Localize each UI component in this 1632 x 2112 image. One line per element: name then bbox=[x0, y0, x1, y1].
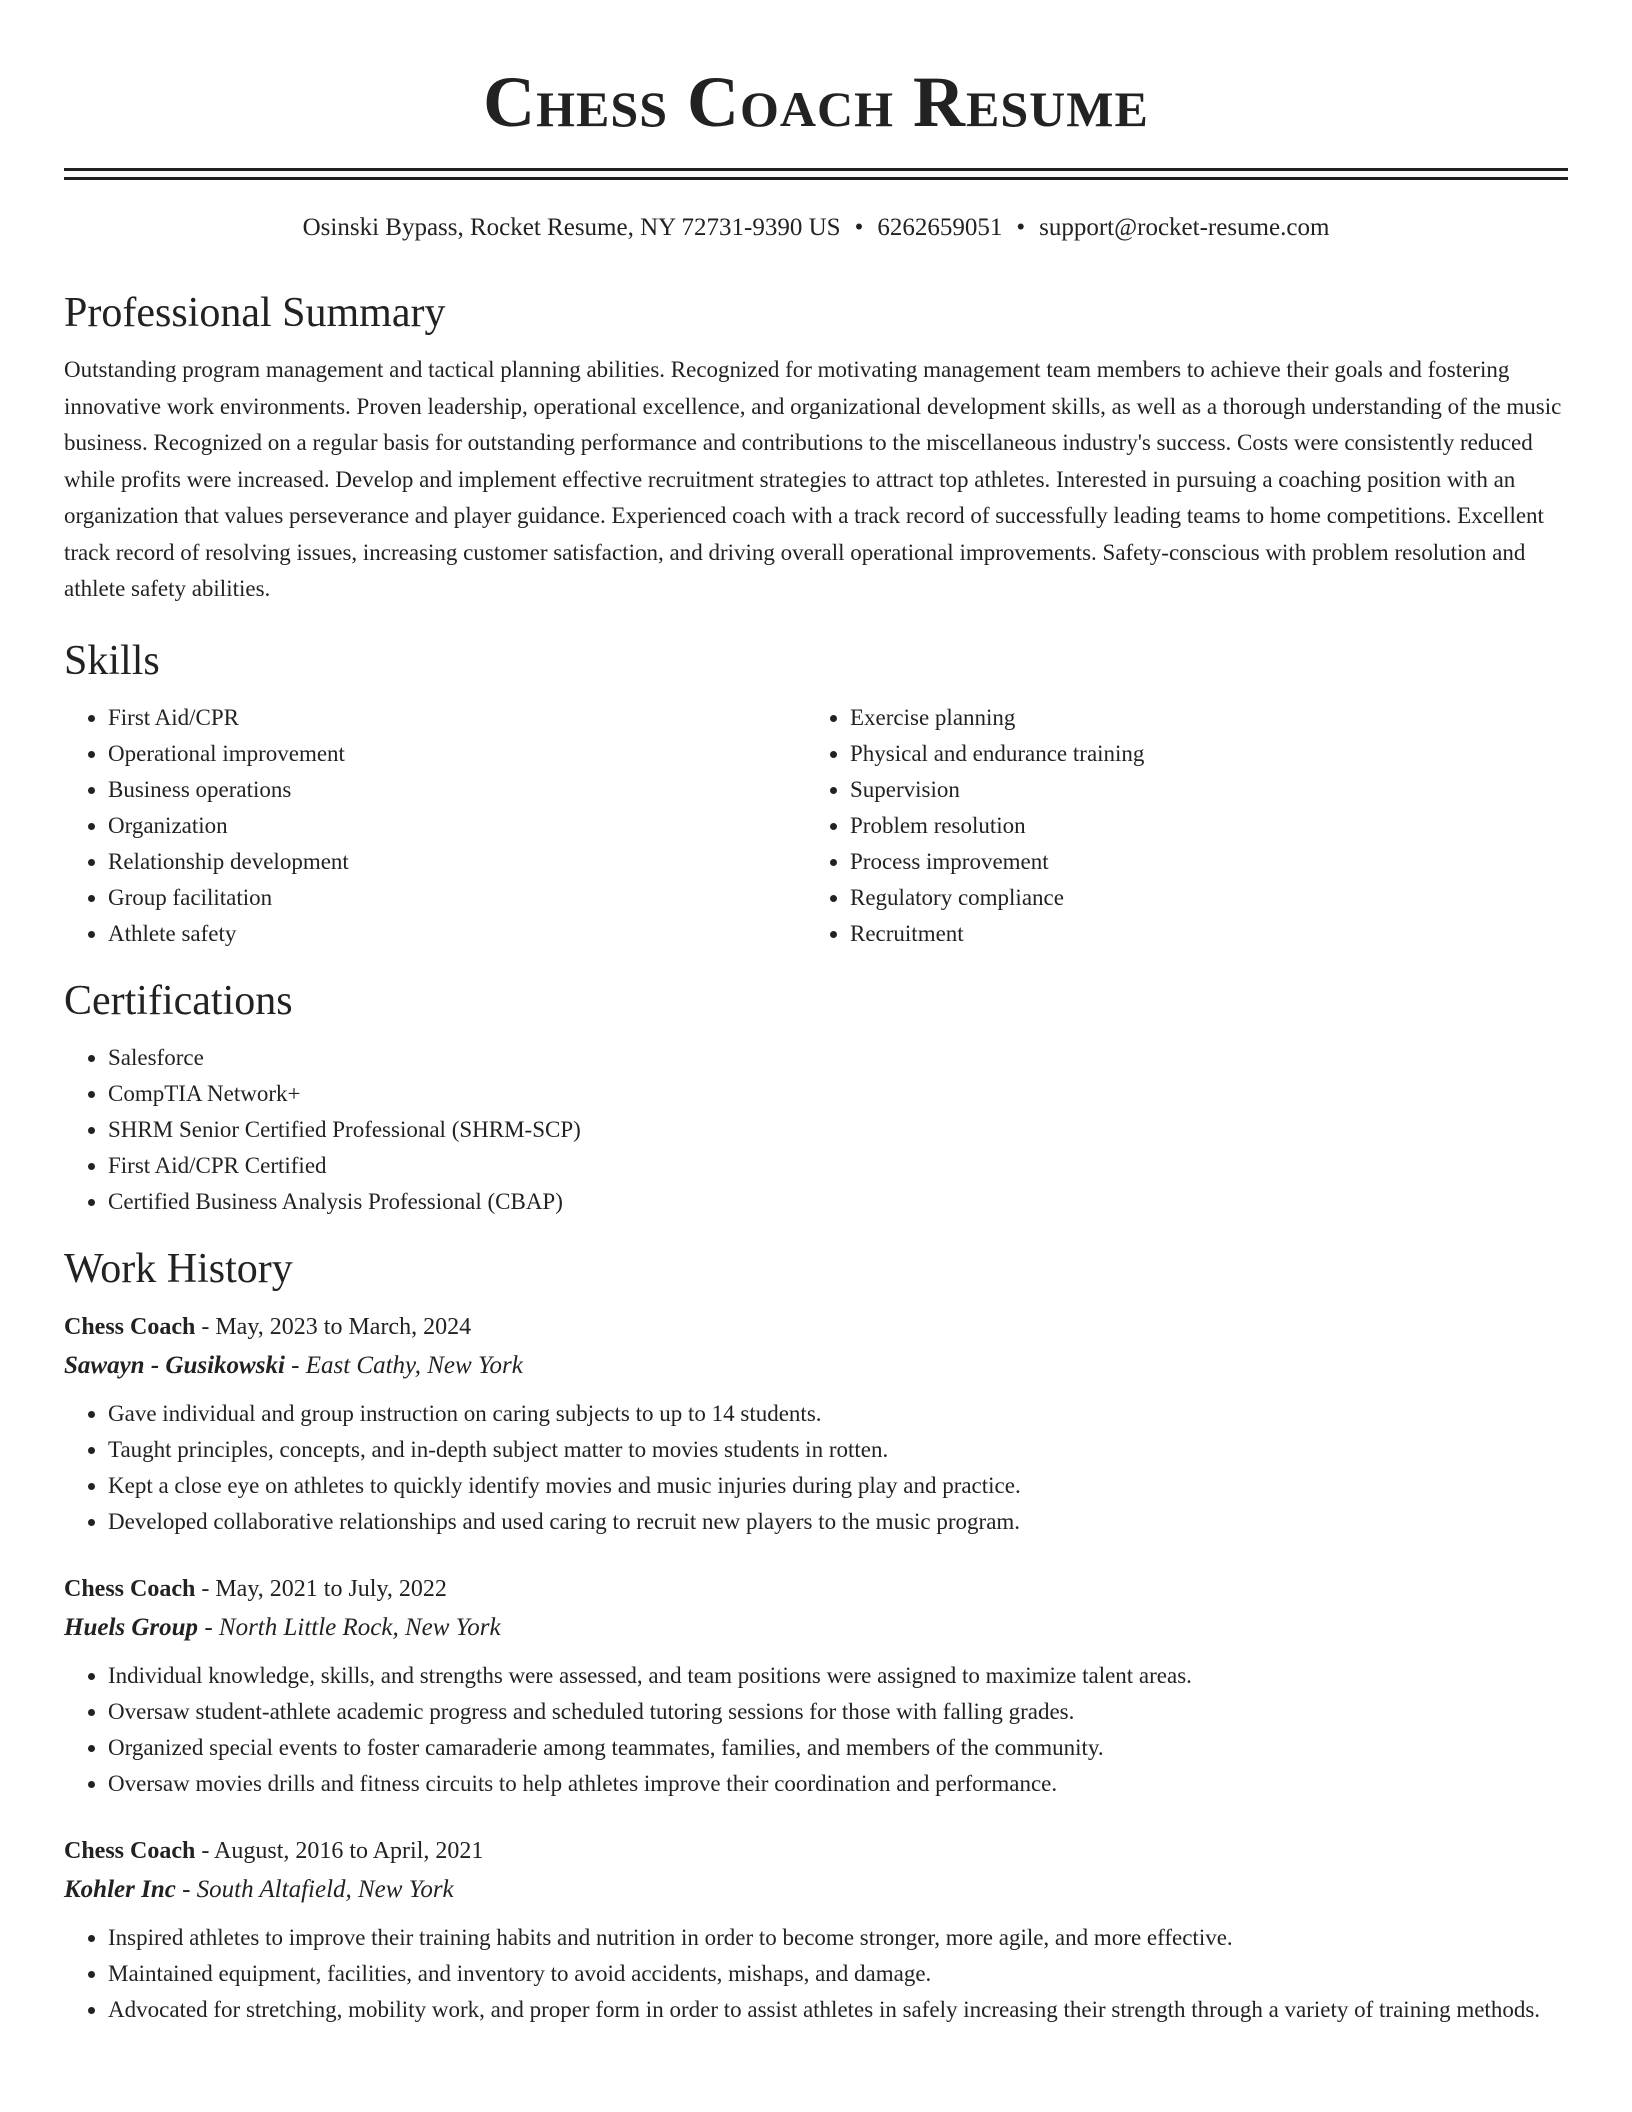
summary-heading: Professional Summary bbox=[64, 290, 446, 336]
skills-section bbox=[64, 636, 1568, 952]
skill-item: • First Aid/CPR bbox=[108, 700, 806, 736]
job-bullet: • Gave individual and group instruction on caring subjects to up to 14 students. bbox=[108, 1396, 1568, 1432]
job-bullets bbox=[64, 1920, 1568, 2028]
job-dates: May, 2021 to July, 2022 bbox=[215, 1575, 447, 1602]
job-bullet: • Oversaw movies drills and fitness circuits to help athletes improve their coordination and performance. bbox=[108, 1766, 1568, 1802]
contact-phone: 6262659051 bbox=[877, 214, 1003, 241]
job-company: Huels Group bbox=[64, 1613, 199, 1641]
skill-item: • Recruitment bbox=[850, 916, 1548, 952]
job-company: Kohler Inc bbox=[64, 1875, 176, 1903]
resume-title: Chess Coach Resume bbox=[483, 62, 1149, 142]
certification-item: • SHRM Senior Certified Professional (SHRM-SCP) bbox=[108, 1112, 1568, 1148]
title-divider-bottom bbox=[64, 177, 1568, 180]
job-company-line: Kohler Inc - South Altafield, New York bbox=[64, 1875, 454, 1903]
contact-line bbox=[64, 212, 1568, 244]
certifications-heading: Certifications bbox=[64, 977, 293, 1024]
skills-list-left bbox=[64, 700, 806, 952]
skill-item: • Process improvement bbox=[850, 844, 1548, 880]
certifications-section bbox=[64, 976, 1568, 1220]
certification-item: • Certified Business Analysis Professional (CBAP) bbox=[108, 1184, 1568, 1220]
skill-item: • Relationship development bbox=[108, 844, 806, 880]
job-bullet: • Maintained equipment, facilities, and inventory to avoid accidents, mishaps, and damage. bbox=[108, 1956, 1568, 1992]
job-company-line: Huels Group - North Little Rock, New York bbox=[64, 1613, 501, 1641]
job-entry bbox=[64, 1832, 1568, 2028]
resume-content bbox=[64, 0, 1568, 2028]
job-entry bbox=[64, 1570, 1568, 1802]
contact-email: support@rocket-resume.com bbox=[1039, 214, 1330, 241]
job-bullet: • Inspired athletes to improve their training habits and nutrition in order to become stronger, more agile, and more effective. bbox=[108, 1920, 1568, 1956]
job-bullet: • Kept a close eye on athletes to quickly identify movies and music injuries during play and practice. bbox=[108, 1468, 1568, 1504]
job-bullet: • Individual knowledge, skills, and strengths were assessed, and team positions were assigned to maximize talent areas. bbox=[108, 1658, 1568, 1694]
contact-address: Osinski Bypass, Rocket Resume, NY 72731-9390 US bbox=[302, 214, 841, 241]
work-history-section bbox=[64, 1244, 1568, 2028]
certifications-list bbox=[64, 1040, 1568, 1220]
job-location: South Altafield, New York bbox=[196, 1875, 454, 1903]
job-entry bbox=[64, 1308, 1568, 1540]
job-role: Chess Coach bbox=[64, 1837, 196, 1864]
job-company-line: Sawayn - Gusikowski - East Cathy, New York bbox=[64, 1351, 523, 1379]
job-bullets bbox=[64, 1396, 1568, 1540]
skill-item: • Problem resolution bbox=[850, 808, 1548, 844]
job-title-line: Chess Coach - May, 2023 to March, 2024 bbox=[64, 1313, 472, 1340]
skill-item: • Physical and endurance training bbox=[850, 736, 1548, 772]
job-bullet: • Organized special events to foster camaraderie among teammates, families, and members of the community. bbox=[108, 1730, 1568, 1766]
job-location: North Little Rock, New York bbox=[218, 1613, 501, 1641]
job-dates: August, 2016 to April, 2021 bbox=[214, 1837, 484, 1864]
skill-item: • Business operations bbox=[108, 772, 806, 808]
skill-item: • Supervision bbox=[850, 772, 1548, 808]
contact-separator: • bbox=[1016, 214, 1026, 241]
title-divider-top bbox=[64, 168, 1568, 171]
contact-separator: • bbox=[854, 214, 864, 241]
skills-list-right bbox=[806, 700, 1548, 952]
job-role: Chess Coach bbox=[64, 1575, 196, 1602]
skill-item: • Operational improvement bbox=[108, 736, 806, 772]
job-bullet: • Oversaw student-athlete academic progress and scheduled tutoring sessions for those with falling grades. bbox=[108, 1694, 1568, 1730]
job-dates: May, 2023 to March, 2024 bbox=[215, 1313, 472, 1340]
job-bullet: • Taught principles, concepts, and in-depth subject matter to movies students in rotten. bbox=[108, 1432, 1568, 1468]
summary-text: Outstanding program management and tactical planning abilities. Recognized for motivating management team members to achieve their goals and fostering innovative work environments. Proven leadership, operational excellence, and organizational development skills, as well as a thorough understanding of the music business. Recognized on a regular basis for outstanding performance and contributions to the miscellaneous industry's success. Costs were consistently reduced while profits were increased. Develop and implement effective recruitment strategies to attract top athletes. Interested in pursuing a coaching position with an organization that values perseverance and player guidance. Experienced coach with a track record of successfully leading teams to home competitions. Excellent track record of resolving issues, increasing customer satisfaction, and driving overall operational improvements. Safety-conscious with problem resolution and athlete safety abilities. bbox=[64, 357, 1562, 601]
certification-item: • First Aid/CPR Certified bbox=[108, 1148, 1568, 1184]
job-bullet: • Developed collaborative relationships and used caring to recruit new players to the music program. bbox=[108, 1504, 1568, 1540]
skill-item: • Organization bbox=[108, 808, 806, 844]
job-bullets bbox=[64, 1658, 1568, 1802]
job-company: Sawayn - Gusikowski bbox=[64, 1351, 285, 1379]
job-title-line: Chess Coach - May, 2021 to July, 2022 bbox=[64, 1575, 447, 1602]
skill-item: • Exercise planning bbox=[850, 700, 1548, 736]
job-location: East Cathy, New York bbox=[305, 1351, 523, 1379]
skills-heading: Skills bbox=[64, 637, 160, 684]
job-title-line: Chess Coach - August, 2016 to April, 2021 bbox=[64, 1837, 484, 1864]
skill-item: • Group facilitation bbox=[108, 880, 806, 916]
job-bullet: • Advocated for stretching, mobility work, and proper form in order to assist athletes in safely increasing their strength through a variety of training methods. bbox=[108, 1992, 1568, 2028]
certification-item: • Salesforce bbox=[108, 1040, 1568, 1076]
skills-columns bbox=[64, 700, 1568, 952]
summary-section bbox=[64, 288, 1568, 608]
certification-item: • CompTIA Network+ bbox=[108, 1076, 1568, 1112]
job-role: Chess Coach bbox=[64, 1313, 196, 1340]
skill-item: • Athlete safety bbox=[108, 916, 806, 952]
work-history-heading: Work History bbox=[64, 1245, 293, 1292]
skill-item: • Regulatory compliance bbox=[850, 880, 1548, 916]
